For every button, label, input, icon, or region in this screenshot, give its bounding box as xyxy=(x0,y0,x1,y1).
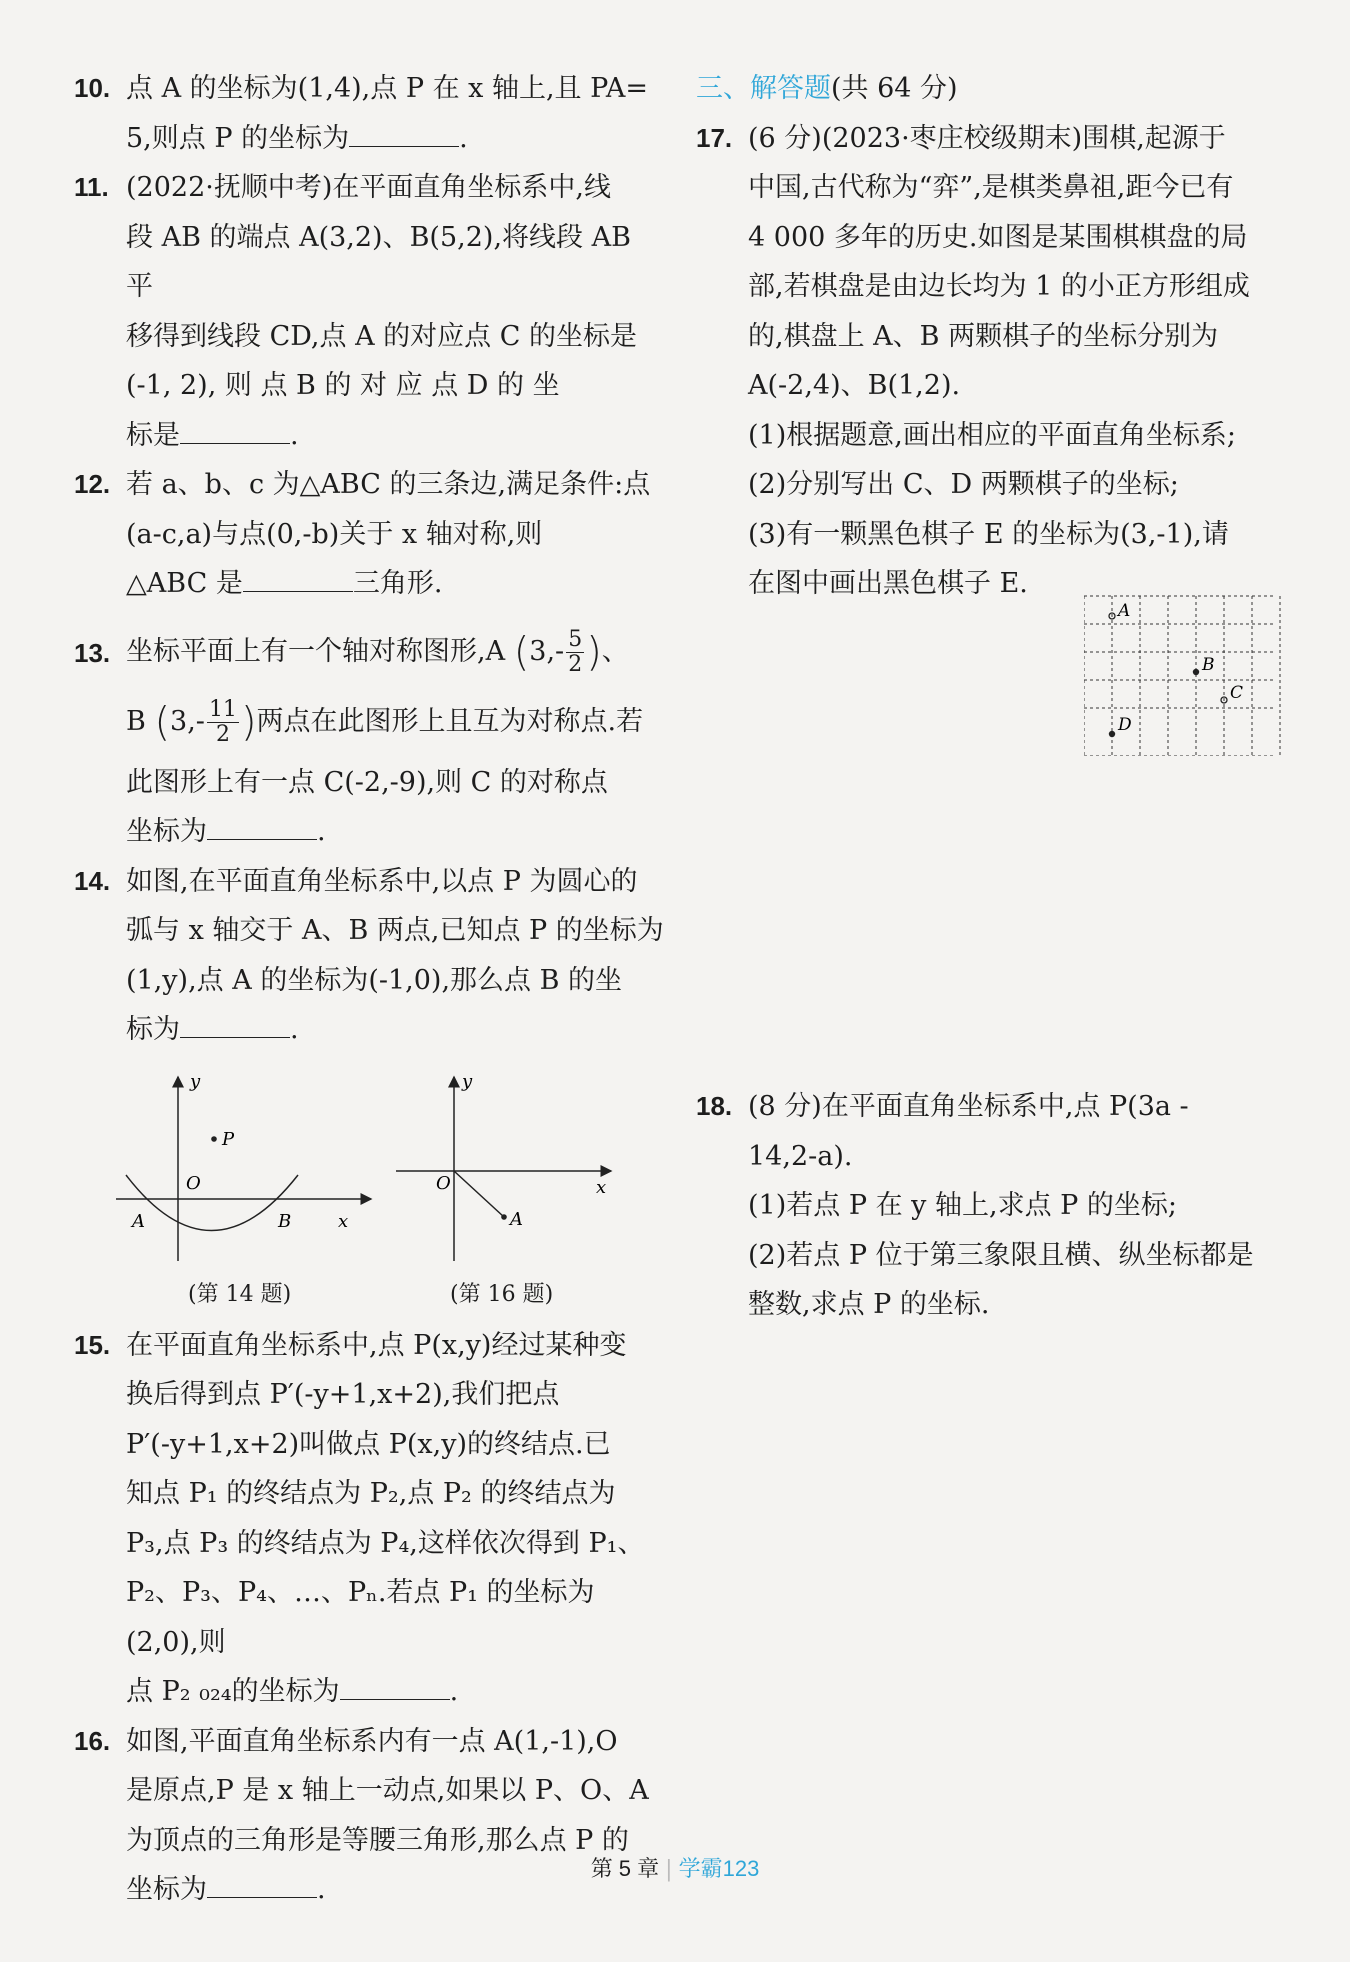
label-a: A xyxy=(132,1210,145,1232)
question-number: 11. xyxy=(74,172,109,202)
segment-oa xyxy=(454,1171,504,1217)
question-text: (8 分)在平面直角坐标系中,点 P(3a - xyxy=(748,1091,1189,1122)
sub-question: (2)分别写出 C、D 两颗棋子的坐标; xyxy=(748,469,1179,500)
answer-blank[interactable] xyxy=(180,1007,290,1038)
section-points: (共 64 分) xyxy=(831,73,958,104)
question-text: 在平面直角坐标系中,点 P(x,y)经过某种变 xyxy=(126,1329,627,1361)
point-p xyxy=(211,1136,217,1142)
question-text: 移得到线段 CD,点 A 的对应点 C 的坐标是 xyxy=(126,320,637,352)
sub-question: (2)若点 P 位于第三象限且横、纵坐标都是 xyxy=(748,1239,1254,1271)
question-number: 17. xyxy=(696,122,733,153)
label-y: y xyxy=(462,1070,473,1092)
arc xyxy=(126,1172,298,1231)
question-text: 部,若棋盘是由边长均为 1 的小正方形组成 xyxy=(748,271,1250,302)
question-number: 14. xyxy=(74,865,111,896)
page-number: 123 xyxy=(722,1856,760,1881)
figure-16 xyxy=(396,1071,626,1271)
question-text: P₃,点 P₃ 的终结点为 P₄,这样依次得到 P₁、 xyxy=(126,1527,645,1559)
question-text: 是原点,P 是 x 轴上一动点,如果以 P、O、A xyxy=(126,1775,649,1806)
label-b: B xyxy=(278,1210,292,1232)
question-10: 10. 点 A 的坐标为(1,4),点 P 在 x 轴上,且 PA= 5,则点 P 的坐标为 . xyxy=(74,64,664,163)
question-text: 5,则点 P 的坐标为 xyxy=(126,122,350,154)
question-number: 16. xyxy=(74,1725,111,1756)
label-a: A xyxy=(1118,601,1131,621)
question-text: A(-2,4)、B(1,2). xyxy=(748,370,961,401)
figures-row xyxy=(74,1071,664,1321)
label-o: O xyxy=(436,1172,451,1194)
answer-blank[interactable] xyxy=(243,561,353,592)
question-text: 换后得到点 P′(-y+1,x+2),我们把点 xyxy=(126,1379,560,1410)
label-a: A xyxy=(510,1208,523,1230)
page-footer xyxy=(0,1852,1350,1883)
question-text: (6 分)(2023·枣庄校级期末)围棋,起源于 xyxy=(748,122,1226,154)
question-text: (a-c,a)与点(0,-b)关于 x 轴对称,则 xyxy=(126,518,543,550)
label-x: x xyxy=(338,1210,349,1232)
question-text: P′(-y+1,x+2)叫做点 P(x,y)的终结点.已 xyxy=(126,1428,611,1460)
point-a xyxy=(501,1214,507,1220)
question-18 xyxy=(696,1082,1340,1330)
question-15: 15. 在平面直角坐标系中,点 P(x,y)经过某种变 换后得到点 P′(-y+1,x+2),我们把点 P′(-y+1,x+2)叫做点 P(x,y)的终结点.已 知点 P₁ 的终结点为 P₂,点 P₂ 的终结点为 P₃,点 P₃ 的终结点为 P₄,这样依次得到 P₁、 P₂、P₃、P₄、…、Pₙ.若点 P₁ 的坐标为(2,0),则 点 P₂ ₀₂₄的坐标为 . xyxy=(74,1321,664,1717)
question-text: 如图,在平面直角坐标系中,以点 P 为圆心的 xyxy=(126,865,638,897)
question-11: 11. (2022·抚顺中考)在平面直角坐标系中,线 段 AB 的端点 A(3,2)、B(5,2),将线段 AB 平 移得到线段 CD,点 A 的对应点 C 的坐标是 (-1, 2), 则 点 B 的 对 应 点 D 的 坐 标是 . xyxy=(74,163,664,460)
question-text: 14,2-a). xyxy=(748,1140,853,1172)
question-text: (1,y),点 A 的坐标为(-1,0),那么点 B 的坐 xyxy=(126,964,623,996)
question-number: 18. xyxy=(696,1091,733,1121)
fraction: $\frac{5}{2}$ xyxy=(568,626,583,677)
question-text: 点 P₂ ₀₂₄的坐标为 xyxy=(126,1676,340,1707)
question-text: 弧与 x 轴交于 A、B 两点,已知点 P 的坐标为 xyxy=(126,915,664,946)
question-text: 标为 xyxy=(126,1014,180,1045)
question-text: 标是 xyxy=(126,419,180,451)
question-text: 点 A 的坐标为(1,4),点 P 在 x 轴上,且 PA= xyxy=(126,73,648,104)
sub-question: (1)根据题意,画出相应的平面直角坐标系; xyxy=(748,419,1236,451)
question-text: 若 a、b、c 为△ABC 的三条边,满足条件:点 xyxy=(126,469,651,500)
stone-d xyxy=(1109,731,1115,737)
question-text: P₂、P₃、P₄、…、Pₙ.若点 P₁ 的坐标为(2,0),则 xyxy=(126,1577,595,1658)
question-text: 4 000 多年的历史.如图是某围棋棋盘的局 xyxy=(748,221,1248,253)
question-text: 为顶点的三角形是等腰三角形,那么点 P 的 xyxy=(126,1824,629,1856)
footer-separator: | xyxy=(665,1857,673,1882)
question-text: (-1, 2), 则 点 B 的 对 应 点 D 的 坐 xyxy=(126,370,560,401)
question-14: 14. 如图,在平面直角坐标系中,以点 P 为圆心的 弧与 x 轴交于 A、B 两点,已知点 P 的坐标为 (1,y),点 A 的坐标为(-1,0),那么点 B 的坐 标为 . xyxy=(74,857,664,1055)
sub-question: 整数,求点 P 的坐标. xyxy=(748,1289,990,1320)
question-text: 此图形上有一点 C(-2,-9),则 C 的对称点 xyxy=(126,766,608,798)
left-column xyxy=(74,64,664,1915)
label-p: P xyxy=(222,1128,235,1150)
label-y: y xyxy=(190,1070,201,1092)
caption-16: (第 16 题) xyxy=(450,1281,554,1307)
label-b: B xyxy=(1202,655,1215,675)
question-text: 段 AB 的端点 A(3,2)、B(5,2),将线段 AB 平 xyxy=(126,221,631,302)
label-d: D xyxy=(1118,715,1132,735)
book-brand: 学霸 xyxy=(678,1856,723,1881)
question-13: 13. 坐标平面上有一个轴对称图形,A (3,- $\frac{5}{2}$ )、 B (3,- $\frac{11}{2}$ )两点在此图形上且互为对称点.若 此图形上有一点 C(-2,-9),则 C 的对称点 坐标为 . xyxy=(74,617,664,857)
question-text: 知点 P₁ 的终结点为 P₂,点 P₂ 的终结点为 xyxy=(126,1478,616,1509)
answer-blank[interactable] xyxy=(340,1669,450,1700)
question-17 xyxy=(696,114,1288,609)
label-o: O xyxy=(186,1172,201,1194)
question-number: 15. xyxy=(74,1329,111,1360)
question-number: 10. xyxy=(74,73,111,103)
go-board-figure xyxy=(1084,594,1284,756)
chapter-label: 第 5 章 xyxy=(590,1856,660,1881)
section-header xyxy=(696,64,1288,114)
caption-14: (第 14 题) xyxy=(188,1281,292,1307)
label-c: C xyxy=(1230,683,1244,703)
sub-question: (3)有一颗黑色棋子 E 的坐标为(3,-1),请 xyxy=(748,518,1229,550)
question-text: 坐标为 xyxy=(126,1874,207,1905)
question-number: 13. xyxy=(74,637,111,668)
answer-blank[interactable] xyxy=(180,413,290,444)
question-text: 中国,古代称为“弈”,是棋类鼻祖,距今已有 xyxy=(748,172,1234,203)
question-text: 如图,平面直角坐标系内有一点 A(1,-1),O xyxy=(126,1725,618,1757)
label-x: x xyxy=(596,1176,607,1198)
question-text: △ABC 是 xyxy=(126,568,243,599)
answer-blank[interactable] xyxy=(349,116,459,147)
question-text: 的,棋盘上 A、B 两颗棋子的坐标分别为 xyxy=(748,320,1219,352)
figure-14 xyxy=(116,1071,386,1271)
fraction: $\frac{11}{2}$ xyxy=(208,697,237,747)
sub-question: 在图中画出黑色棋子 E. xyxy=(748,568,1028,599)
section-title: 三、解答题 xyxy=(696,73,831,103)
question-text: (2022·抚顺中考)在平面直角坐标系中,线 xyxy=(126,172,611,203)
stone-b xyxy=(1193,669,1199,675)
sub-question: (1)若点 P 在 y 轴上,求点 P 的坐标; xyxy=(748,1190,1178,1221)
question-number: 12. xyxy=(74,469,111,499)
question-16: 16. 如图,平面直角坐标系内有一点 A(1,-1),O 是原点,P 是 x 轴上一动点,如果以 P、O、A 为顶点的三角形是等腰三角形,那么点 P 的 坐标为 . xyxy=(74,1717,664,1915)
right-column xyxy=(696,64,1288,1320)
question-12: 12. 若 a、b、c 为△ABC 的三条边,满足条件:点 (a-c,a)与点(0,-b)关于 x 轴对称,则 △ABC 是 三角形. xyxy=(74,460,664,609)
answer-blank[interactable] xyxy=(207,809,317,840)
